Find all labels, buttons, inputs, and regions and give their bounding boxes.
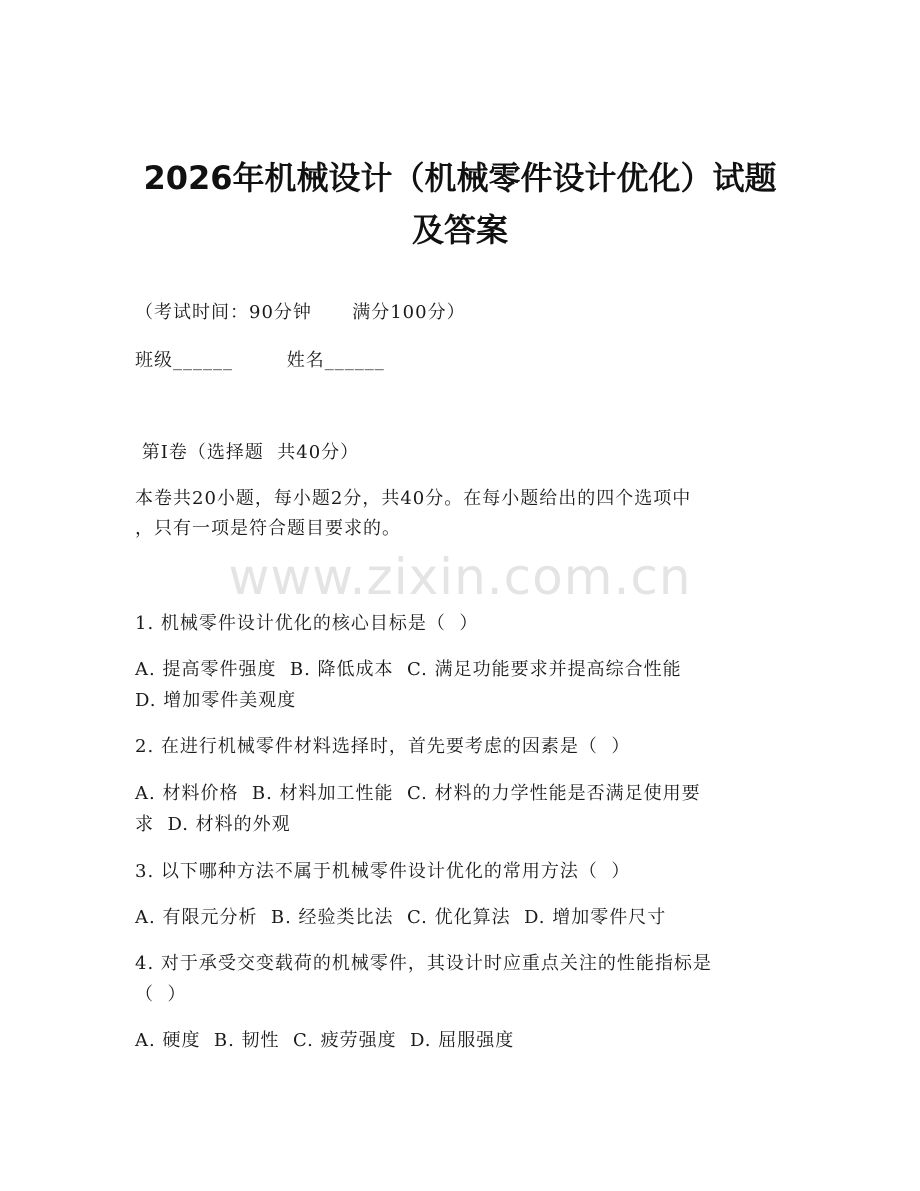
question-3-stem: 3. 以下哪种方法不属于机械零件设计优化的常用方法（ ） (135, 861, 631, 882)
question-1-options-line-1: A. 提高零件强度 B. 降低成本 C. 满足功能要求并提高综合性能 (135, 659, 682, 680)
question-2-stem: 2. 在进行机械零件材料选择时，首先要考虑的因素是（ ） (135, 736, 631, 757)
class-name-fields: 班级______ 姓名______ (135, 350, 385, 371)
question-4-stem-line-1: 4. 对于承受交变载荷的机械零件，其设计时应重点关注的性能指标是 (135, 953, 712, 974)
title-line-2: 及答案 (411, 211, 508, 249)
document-title (100, 152, 820, 256)
question-2-options-line-1: A. 材料价格 B. 材料加工性能 C. 材料的力学性能是否满足使用要 (135, 783, 701, 804)
question-3-options-line-1: A. 有限元分析 B. 经验类比法 C. 优化算法 D. 增加零件尺寸 (135, 907, 667, 928)
title-line-1: 2026年机械设计（机械零件设计优化）试题 (143, 159, 777, 197)
question-1-stem: 1. 机械零件设计优化的核心目标是（ ） (135, 613, 479, 634)
question-4-stem-line-2: （ ） (135, 984, 187, 1005)
instructions-line-1: 本卷共20小题，每小题2分，共40分。在每小题给出的四个选项中 (135, 488, 692, 509)
section-heading: 第Ⅰ卷（选择题 共40分） (135, 442, 360, 463)
question-1-options-line-2: D. 增加零件美观度 (135, 690, 297, 711)
question-2-options-line-2: 求 D. 材料的外观 (135, 814, 291, 835)
watermark: www.zixin.com.cn (228, 548, 692, 606)
question-4-options-line-1: A. 硬度 B. 韧性 C. 疲劳强度 D. 屈服强度 (135, 1030, 515, 1051)
exam-info: （考试时间：90分钟 满分100分） (135, 302, 466, 323)
instructions-line-2: ，只有一项是符合题目要求的。 (135, 518, 401, 539)
